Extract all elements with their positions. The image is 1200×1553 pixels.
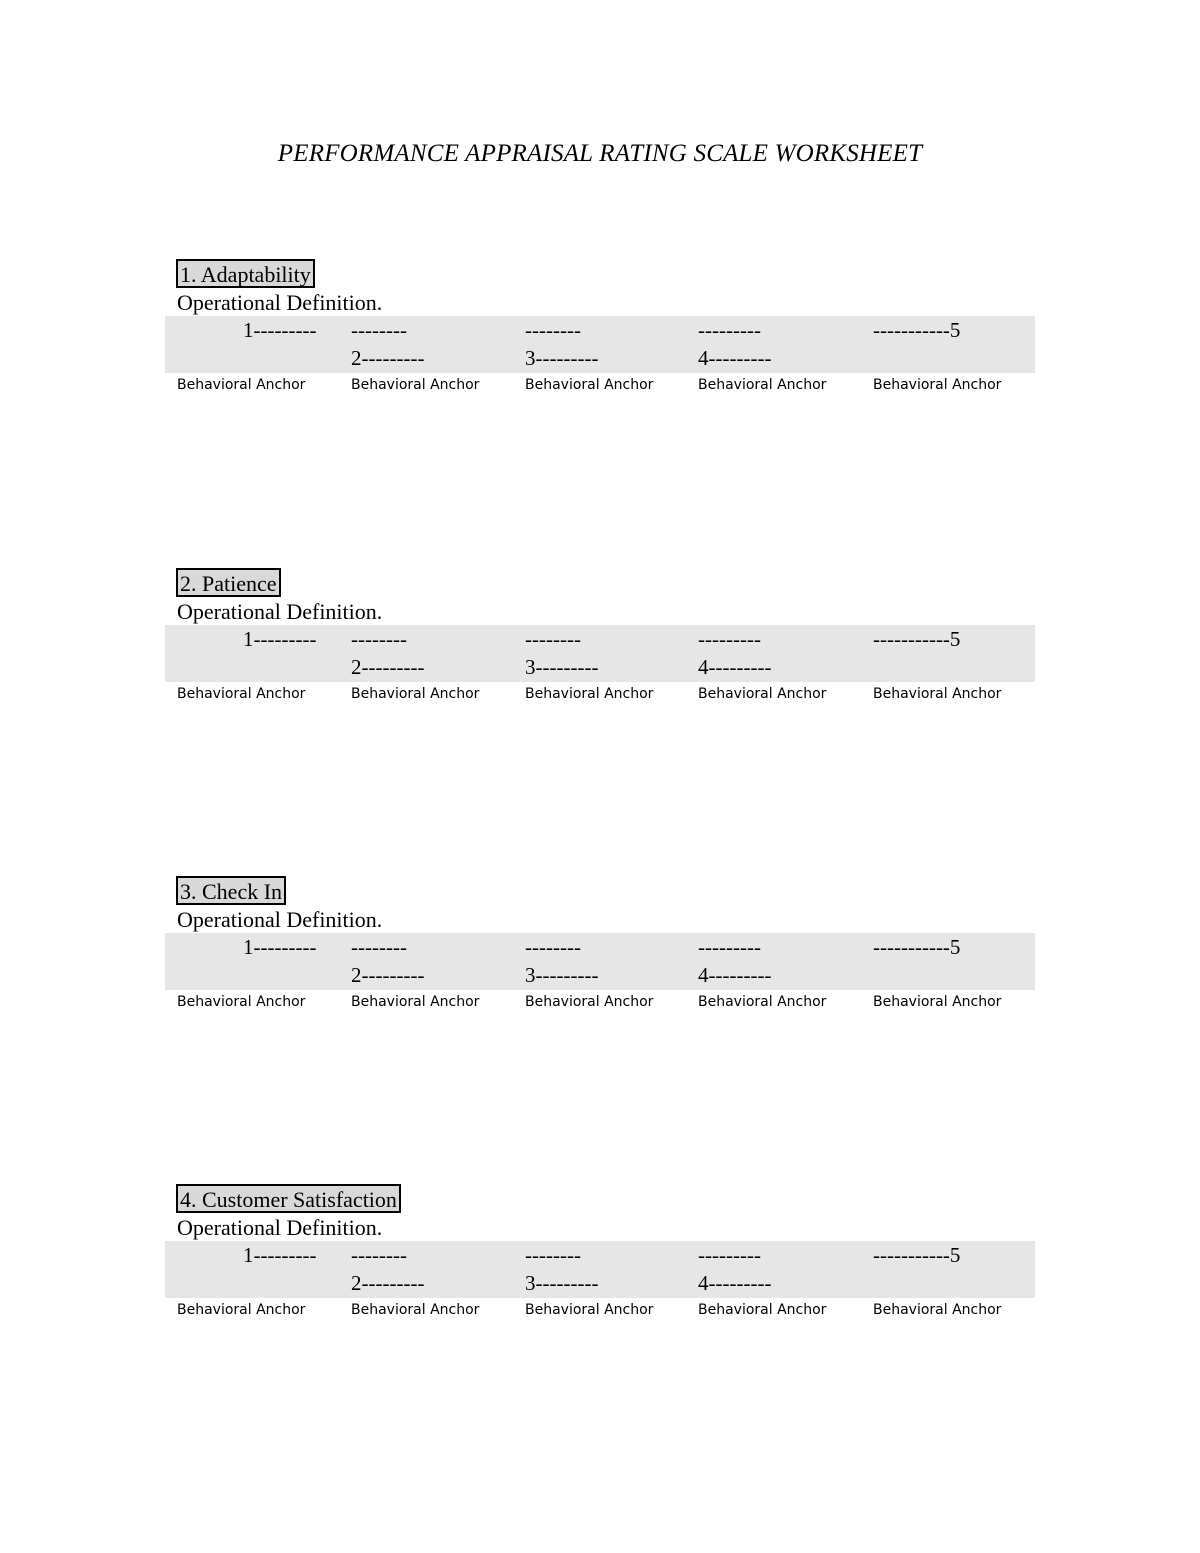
scale-dash: -------- xyxy=(525,318,581,342)
scale-point-5: -----------5 xyxy=(873,627,961,651)
operational-definition-label: Operational Definition. xyxy=(177,290,383,315)
scale-point-1: 1--------- xyxy=(243,627,317,651)
scale-point-1: 1--------- xyxy=(243,318,317,342)
behavioral-anchor-label: Behavioral Anchor xyxy=(351,377,480,393)
scale-point-1: 1--------- xyxy=(243,1243,317,1267)
behavioral-anchors-row xyxy=(165,992,1035,1012)
section-title: 4. Customer Satisfaction xyxy=(176,1184,401,1213)
scale-point-4: 4--------- xyxy=(698,655,772,679)
behavioral-anchor-label: Behavioral Anchor xyxy=(525,377,654,393)
behavioral-anchor-label: Behavioral Anchor xyxy=(177,1302,306,1318)
scale-point-3: 3--------- xyxy=(525,1271,599,1295)
behavioral-anchor-label: Behavioral Anchor xyxy=(698,994,827,1010)
behavioral-anchor-label: Behavioral Anchor xyxy=(525,994,654,1010)
behavioral-anchors-row xyxy=(165,684,1035,704)
scale-point-5: -----------5 xyxy=(873,318,961,342)
behavioral-anchor-label: Behavioral Anchor xyxy=(351,994,480,1010)
scale-point-2: 2--------- xyxy=(351,1271,425,1295)
scale-point-5: -----------5 xyxy=(873,1243,961,1267)
behavioral-anchor-label: Behavioral Anchor xyxy=(873,377,1002,393)
scale-point-4: 4--------- xyxy=(698,346,772,370)
behavioral-anchor-label: Behavioral Anchor xyxy=(698,377,827,393)
scale-dash: -------- xyxy=(525,1243,581,1267)
behavioral-anchor-label: Behavioral Anchor xyxy=(525,686,654,702)
scale-point-3: 3--------- xyxy=(525,346,599,370)
scale-dash: -------- xyxy=(351,935,407,959)
operational-definition-label: Operational Definition. xyxy=(177,599,383,624)
behavioral-anchor-label: Behavioral Anchor xyxy=(698,1302,827,1318)
behavioral-anchors-row xyxy=(165,1300,1035,1320)
scale-point-1: 1--------- xyxy=(243,935,317,959)
behavioral-anchors-row xyxy=(165,375,1035,395)
scale-dash: -------- xyxy=(351,318,407,342)
behavioral-anchor-label: Behavioral Anchor xyxy=(525,1302,654,1318)
scale-dash: -------- xyxy=(525,627,581,651)
scale-point-2: 2--------- xyxy=(351,655,425,679)
behavioral-anchor-label: Behavioral Anchor xyxy=(873,994,1002,1010)
behavioral-anchor-label: Behavioral Anchor xyxy=(177,377,306,393)
scale-dash: --------- xyxy=(698,627,761,651)
scale-point-5: -----------5 xyxy=(873,935,961,959)
behavioral-anchor-label: Behavioral Anchor xyxy=(873,1302,1002,1318)
rating-scale-band xyxy=(165,316,1035,373)
rating-scale-band xyxy=(165,933,1035,990)
scale-dash: --------- xyxy=(698,935,761,959)
scale-dash: --------- xyxy=(698,1243,761,1267)
scale-point-3: 3--------- xyxy=(525,655,599,679)
operational-definition-label: Operational Definition. xyxy=(177,907,383,932)
section-title: 3. Check In xyxy=(176,876,286,905)
behavioral-anchor-label: Behavioral Anchor xyxy=(698,686,827,702)
section-title: 1. Adaptability xyxy=(176,259,315,288)
behavioral-anchor-label: Behavioral Anchor xyxy=(351,1302,480,1318)
behavioral-anchor-label: Behavioral Anchor xyxy=(177,994,306,1010)
scale-point-4: 4--------- xyxy=(698,1271,772,1295)
section-title: 2. Patience xyxy=(176,568,281,597)
scale-point-2: 2--------- xyxy=(351,963,425,987)
scale-dash: --------- xyxy=(698,318,761,342)
scale-dash: -------- xyxy=(351,1243,407,1267)
scale-point-2: 2--------- xyxy=(351,346,425,370)
scale-dash: -------- xyxy=(351,627,407,651)
page-title: PERFORMANCE APPRAISAL RATING SCALE WORKSHEET xyxy=(277,140,923,167)
operational-definition-label: Operational Definition. xyxy=(177,1215,383,1240)
rating-scale-band xyxy=(165,625,1035,682)
behavioral-anchor-label: Behavioral Anchor xyxy=(351,686,480,702)
behavioral-anchor-label: Behavioral Anchor xyxy=(873,686,1002,702)
rating-scale-band xyxy=(165,1241,1035,1298)
scale-point-4: 4--------- xyxy=(698,963,772,987)
scale-dash: -------- xyxy=(525,935,581,959)
scale-point-3: 3--------- xyxy=(525,963,599,987)
behavioral-anchor-label: Behavioral Anchor xyxy=(177,686,306,702)
